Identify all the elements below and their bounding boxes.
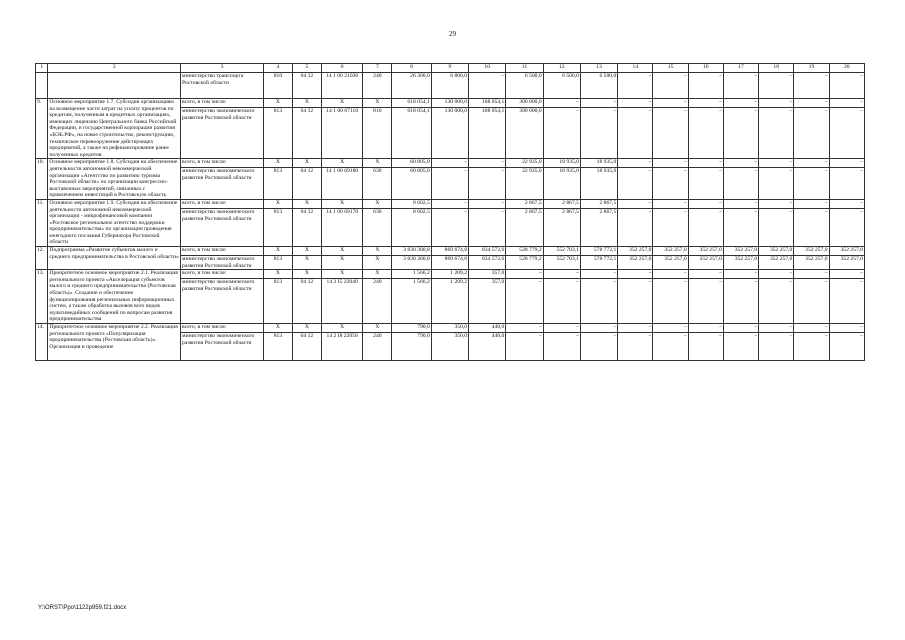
value-cell: 630 xyxy=(363,208,392,246)
header-cell: 5 xyxy=(292,64,321,73)
value-cell: 60 805,0 xyxy=(392,159,431,168)
value-cell: X xyxy=(321,324,362,333)
value-cell: 14 1 00 69170 xyxy=(321,208,362,246)
value-cell: – xyxy=(618,168,653,200)
value-cell: – xyxy=(688,159,723,168)
value-cell: – xyxy=(618,208,653,246)
value-cell: 188 054,1 xyxy=(469,108,506,159)
value-cell: – xyxy=(469,208,506,246)
value-cell: 813 xyxy=(263,256,292,270)
value-cell: – xyxy=(723,208,758,246)
value-cell: 60 805,0 xyxy=(392,168,431,200)
value-cell: 357,0 xyxy=(469,279,506,324)
value-cell: 350,0 xyxy=(431,333,468,361)
value-cell: – xyxy=(829,99,864,108)
value-cell: – xyxy=(794,270,829,279)
value-cell: 6 500,0 xyxy=(543,73,580,99)
executor-cell: министерство экономического развития Ростовской области xyxy=(181,108,264,159)
value-cell: – xyxy=(794,333,829,361)
value-cell: 352 257,0 xyxy=(618,256,653,270)
executor-cell: министерство экономического развития Ростовской области xyxy=(181,168,264,200)
value-cell: X xyxy=(363,99,392,108)
value-cell: – xyxy=(723,159,758,168)
value-cell: – xyxy=(653,208,688,246)
value-cell: – xyxy=(618,270,653,279)
value-cell: – xyxy=(469,199,506,208)
value-cell: – xyxy=(759,333,794,361)
value-cell: 813 xyxy=(263,168,292,200)
value-cell: 630 xyxy=(363,168,392,200)
value-cell: – xyxy=(618,99,653,108)
header-cell: 16 xyxy=(688,64,723,73)
row-name-cell: Подпрограмма «Развитие субъектов малого и среднего предпринимательства в Ростовской области» xyxy=(48,247,181,270)
value-cell: 869 674,8 xyxy=(431,247,468,256)
value-cell: X xyxy=(263,159,292,168)
value-cell: 834 572,6 xyxy=(469,247,506,256)
value-cell: – xyxy=(618,324,653,333)
value-cell: – xyxy=(543,324,580,333)
value-cell: 578 772,1 xyxy=(580,247,617,256)
header-cell: 2 xyxy=(48,64,181,73)
value-cell: – xyxy=(653,99,688,108)
value-cell: 528 779,2 xyxy=(506,256,543,270)
value-cell: – xyxy=(688,333,723,361)
value-cell: – xyxy=(469,168,506,200)
value-cell: 352 257,0 xyxy=(759,256,794,270)
row-name-cell xyxy=(48,73,181,99)
value-cell: – xyxy=(688,199,723,208)
value-cell: – xyxy=(723,199,758,208)
value-cell: – xyxy=(794,99,829,108)
header-cell: 12 xyxy=(543,64,580,73)
header-cell: 11 xyxy=(506,64,543,73)
value-cell: 352 257,0 xyxy=(794,256,829,270)
value-cell: – xyxy=(794,279,829,324)
value-cell: – xyxy=(580,108,617,159)
table-row xyxy=(36,99,865,108)
value-cell: X xyxy=(292,247,321,256)
value-cell: 04 12 xyxy=(292,208,321,246)
header-cell: 19 xyxy=(794,64,829,73)
value-cell: – xyxy=(543,279,580,324)
header-cell: 4 xyxy=(263,64,292,73)
table-row xyxy=(36,159,865,168)
value-cell: – xyxy=(506,279,543,324)
value-cell: 352 257,0 xyxy=(829,256,864,270)
value-cell: – xyxy=(794,73,829,99)
header-cell: 20 xyxy=(829,64,864,73)
value-cell: 2 867,5 xyxy=(543,208,580,246)
row-number-cell: 12. xyxy=(36,247,48,270)
value-cell: – xyxy=(688,324,723,333)
value-cell: – xyxy=(829,333,864,361)
value-cell: – xyxy=(653,168,688,200)
value-cell: – xyxy=(431,199,468,208)
value-cell: 2 867,5 xyxy=(580,208,617,246)
value-cell: – xyxy=(723,279,758,324)
value-cell: 352 257,0 xyxy=(688,256,723,270)
value-cell: – xyxy=(653,270,688,279)
value-cell: 14 1 00 21030 xyxy=(321,73,362,99)
value-cell: – xyxy=(759,199,794,208)
value-cell: – xyxy=(618,333,653,361)
header-cell: 14 xyxy=(618,64,653,73)
value-cell: X xyxy=(321,99,362,108)
value-cell: 352 257,0 xyxy=(759,247,794,256)
value-cell: – xyxy=(543,270,580,279)
value-cell: 552 703,1 xyxy=(543,247,580,256)
value-cell: X xyxy=(263,324,292,333)
value-cell: 14 2 I5 22040 xyxy=(321,279,362,324)
value-cell: – xyxy=(829,73,864,99)
value-cell: 790,0 xyxy=(392,333,431,361)
value-cell: 3 830 300,8 xyxy=(392,247,431,256)
value-cell: 813 xyxy=(263,279,292,324)
value-cell: – xyxy=(829,159,864,168)
value-cell: 2 867,5 xyxy=(543,199,580,208)
budget-table xyxy=(35,63,865,361)
value-cell: – xyxy=(723,108,758,159)
value-cell: – xyxy=(829,208,864,246)
value-cell: 18 935,0 xyxy=(543,159,580,168)
value-cell: 1 209,2 xyxy=(431,279,468,324)
header-cell: 6 xyxy=(321,64,362,73)
value-cell: X xyxy=(321,256,362,270)
value-cell: 440,0 xyxy=(469,333,506,361)
value-cell: 130 000,0 xyxy=(431,108,468,159)
header-cell: 15 xyxy=(653,64,688,73)
value-cell: – xyxy=(618,73,653,99)
value-cell: – xyxy=(759,168,794,200)
value-cell: 18 935,0 xyxy=(580,159,617,168)
row-number-cell: 14. xyxy=(36,324,48,361)
value-cell: 440,0 xyxy=(469,324,506,333)
value-cell: 2 867,5 xyxy=(580,199,617,208)
value-cell: – xyxy=(653,108,688,159)
row-name-cell: Приоритетное основное мероприятие 2.1. Реализация регионального проекта «Акселерация субъектов малого и среднего предпринимательства (Ростовская область)». Создание и обеспечение функционирования региональных информационных систем, а также обработка вызовов всех видов мультимедийных сообщений по вопросам развития предпринимательства xyxy=(48,270,181,324)
value-cell: X xyxy=(363,324,392,333)
value-cell: X xyxy=(263,199,292,208)
value-cell: 834 572,6 xyxy=(469,256,506,270)
value-cell: – xyxy=(723,99,758,108)
value-cell: – xyxy=(653,159,688,168)
value-cell: 240 xyxy=(363,279,392,324)
value-cell: – xyxy=(653,324,688,333)
header-cell: 9 xyxy=(431,64,468,73)
header-cell: 7 xyxy=(363,64,392,73)
value-cell: – xyxy=(794,208,829,246)
value-cell: 578 772,1 xyxy=(580,256,617,270)
header-cell: 17 xyxy=(723,64,758,73)
value-cell: – xyxy=(759,108,794,159)
value-cell: – xyxy=(759,99,794,108)
executor-cell: всего, в том числе: xyxy=(181,199,264,208)
value-cell: X xyxy=(363,199,392,208)
value-cell: X xyxy=(321,199,362,208)
value-cell: 813 xyxy=(263,108,292,159)
value-cell: X xyxy=(321,159,362,168)
value-cell: 618 054,1 xyxy=(392,99,431,108)
value-cell: – xyxy=(829,199,864,208)
value-cell: – xyxy=(618,159,653,168)
value-cell: – xyxy=(653,279,688,324)
value-cell: X xyxy=(321,247,362,256)
value-cell: 22 935,0 xyxy=(506,159,543,168)
value-cell: 240 xyxy=(363,333,392,361)
value-cell: – xyxy=(653,333,688,361)
value-cell: 14 2 I8 22050 xyxy=(321,333,362,361)
value-cell: – xyxy=(688,208,723,246)
executor-cell: министерство экономического развития Ростовской области xyxy=(181,279,264,324)
value-cell: 352 257,0 xyxy=(653,247,688,256)
value-cell: X xyxy=(321,270,362,279)
executor-cell: министерство экономического развития Ростовской области xyxy=(181,256,264,270)
executor-cell: всего, в том числе: xyxy=(181,159,264,168)
row-name-cell: Основное мероприятие 1.9. Субсидия на обеспечение деятельности автономной некоммерческой организации - микрофинансовой компании «Ростовское региональное агентство поддержки предпринимательства» по организации проведения ежегодного послания Губернатора Ростовской области xyxy=(48,199,181,246)
value-cell: 352 257,0 xyxy=(723,247,758,256)
value-cell: – xyxy=(506,270,543,279)
value-cell: – xyxy=(794,199,829,208)
executor-cell: министерство транспорта Ростовской области xyxy=(181,73,264,99)
value-cell: 14 1 00 67110 xyxy=(321,108,362,159)
value-cell: – xyxy=(794,324,829,333)
value-cell: X xyxy=(363,270,392,279)
value-cell: 18 935,0 xyxy=(580,168,617,200)
value-cell: – xyxy=(543,99,580,108)
value-cell: – xyxy=(431,208,468,246)
value-cell: – xyxy=(723,324,758,333)
page-number: 29 xyxy=(449,30,456,38)
header-cell: 3 xyxy=(181,64,264,73)
value-cell: X xyxy=(292,324,321,333)
value-cell: X xyxy=(292,159,321,168)
value-cell: – xyxy=(723,270,758,279)
value-cell: – xyxy=(794,168,829,200)
value-cell: – xyxy=(688,168,723,200)
value-cell: 618 054,1 xyxy=(392,108,431,159)
value-cell: – xyxy=(723,168,758,200)
header-cell: 8 xyxy=(392,64,431,73)
row-name-cell: Основное мероприятие 1.7. Субсидия организациям на возмещение части затрат на уплату процентов по кредитам, полученным в кредитных организациях, имеющих лицензию Центрального банка Российской Федерации, и государственной корпорации развития «ВЭБ.РФ», на новое строительство, реконструкцию, техническое перевооружение действующих предприятий, а также на рефинансирование ранее полученных кредитов xyxy=(48,99,181,159)
row-number-cell: 10. xyxy=(36,159,48,200)
table-row xyxy=(36,270,865,279)
value-cell: X xyxy=(363,159,392,168)
value-cell: 352 257,0 xyxy=(829,247,864,256)
value-cell: – xyxy=(688,279,723,324)
value-cell: 357,0 xyxy=(469,270,506,279)
value-cell: – xyxy=(431,159,468,168)
value-cell: 26 300,0 xyxy=(392,73,431,99)
header-cell: 10 xyxy=(469,64,506,73)
value-cell: – xyxy=(580,270,617,279)
value-cell: 2 867,5 xyxy=(506,208,543,246)
value-cell: 04 12 xyxy=(292,108,321,159)
table-row xyxy=(36,199,865,208)
value-cell: 2 867,5 xyxy=(506,199,543,208)
row-name-cell: Приоритетное основное мероприятие 2.2. Реализация регионального проекта «Популяризация предпринимательства (Ростовская область)». Организация и проведение xyxy=(48,324,181,361)
value-cell: – xyxy=(580,279,617,324)
value-cell: – xyxy=(543,333,580,361)
table-row xyxy=(36,73,865,99)
value-cell: – xyxy=(543,108,580,159)
value-cell: – xyxy=(506,333,543,361)
value-cell: 352 257,0 xyxy=(688,247,723,256)
value-cell: – xyxy=(431,168,468,200)
row-number-cell: 9. xyxy=(36,99,48,159)
value-cell: – xyxy=(829,108,864,159)
value-cell: 8 602,5 xyxy=(392,208,431,246)
value-cell: – xyxy=(723,73,758,99)
value-cell: 04 12 xyxy=(292,333,321,361)
value-cell: 352 257,0 xyxy=(618,247,653,256)
value-cell: – xyxy=(653,199,688,208)
value-cell: X xyxy=(263,247,292,256)
value-cell: 130 000,0 xyxy=(431,99,468,108)
value-cell: 528 779,2 xyxy=(506,247,543,256)
value-cell: 8 602,5 xyxy=(392,199,431,208)
value-cell: 350,0 xyxy=(431,324,468,333)
value-cell: 810 xyxy=(363,108,392,159)
value-cell: X xyxy=(292,199,321,208)
row-number-cell xyxy=(36,73,48,99)
value-cell: X xyxy=(292,99,321,108)
value-cell: 240 xyxy=(363,73,392,99)
value-cell: – xyxy=(759,324,794,333)
value-cell: – xyxy=(759,279,794,324)
file-path-footer: Y:\ORST\Ppo\1122p959.f21.docx xyxy=(38,605,127,611)
value-cell: – xyxy=(506,324,543,333)
value-cell: – xyxy=(469,159,506,168)
header-cell: 1 xyxy=(36,64,48,73)
executor-cell: министерство экономического развития Ростовской области xyxy=(181,333,264,361)
value-cell: 188 054,1 xyxy=(469,99,506,108)
value-cell: – xyxy=(688,73,723,99)
executor-cell: всего, в том числе: xyxy=(181,324,264,333)
value-cell: 1 209,2 xyxy=(431,270,468,279)
value-cell: – xyxy=(469,73,506,99)
header-cell: 13 xyxy=(580,64,617,73)
value-cell: X xyxy=(292,256,321,270)
row-number-cell: 13. xyxy=(36,270,48,324)
value-cell: – xyxy=(580,99,617,108)
value-cell: – xyxy=(618,199,653,208)
value-cell: – xyxy=(653,73,688,99)
value-cell: 352 257,0 xyxy=(653,256,688,270)
executor-cell: министерство экономического развития Ростовской области xyxy=(181,208,264,246)
value-cell: 1 566,2 xyxy=(392,270,431,279)
header-row xyxy=(36,64,865,73)
executor-cell: всего, в том числе: xyxy=(181,99,264,108)
value-cell: 1 566,2 xyxy=(392,279,431,324)
header-cell: 18 xyxy=(759,64,794,73)
value-cell: 300 000,0 xyxy=(506,99,543,108)
value-cell: – xyxy=(759,270,794,279)
value-cell: 04 12 xyxy=(292,73,321,99)
value-cell: – xyxy=(759,159,794,168)
value-cell: 813 xyxy=(263,208,292,246)
executor-cell: всего, в том числе: xyxy=(181,270,264,279)
value-cell: X xyxy=(363,247,392,256)
value-cell: 552 703,1 xyxy=(543,256,580,270)
value-cell: 300 000,0 xyxy=(506,108,543,159)
table-row xyxy=(36,324,865,333)
value-cell: 6 800,0 xyxy=(431,73,468,99)
value-cell: 813 xyxy=(263,333,292,361)
value-cell: – xyxy=(688,108,723,159)
value-cell: X xyxy=(292,270,321,279)
value-cell: – xyxy=(723,333,758,361)
value-cell: 22 935,0 xyxy=(506,168,543,200)
value-cell: – xyxy=(688,99,723,108)
value-cell: – xyxy=(580,324,617,333)
value-cell: 14 1 00 69180 xyxy=(321,168,362,200)
value-cell: 6 500,0 xyxy=(506,73,543,99)
value-cell: 869 674,8 xyxy=(431,256,468,270)
value-cell: – xyxy=(829,324,864,333)
value-cell: 04 12 xyxy=(292,168,321,200)
value-cell: 352 257,0 xyxy=(723,256,758,270)
value-cell: 810 xyxy=(263,73,292,99)
value-cell: – xyxy=(759,208,794,246)
value-cell: – xyxy=(829,279,864,324)
row-name-cell: Основное мероприятие 1.8. Субсидия на обеспечение деятельности автономной некоммерческой организации «Агентство по развитию туризма Ростовской области» по организации конгрессно-выставочных мероприятий, связанных с привлечением инвестиций в Ростовскую область xyxy=(48,159,181,200)
table-row xyxy=(36,247,865,256)
value-cell: – xyxy=(580,333,617,361)
value-cell: X xyxy=(263,99,292,108)
value-cell: – xyxy=(794,108,829,159)
value-cell: X xyxy=(363,256,392,270)
value-cell: 18 935,0 xyxy=(543,168,580,200)
value-cell: – xyxy=(618,108,653,159)
value-cell: – xyxy=(688,270,723,279)
value-cell: – xyxy=(759,73,794,99)
value-cell: – xyxy=(618,279,653,324)
value-cell: – xyxy=(794,159,829,168)
row-number-cell: 11. xyxy=(36,199,48,246)
value-cell: 3 830 300,8 xyxy=(392,256,431,270)
value-cell: 352 257,0 xyxy=(794,247,829,256)
value-cell: 6 500,0 xyxy=(580,73,617,99)
value-cell: X xyxy=(263,270,292,279)
value-cell: – xyxy=(829,168,864,200)
value-cell: 04 12 xyxy=(292,279,321,324)
value-cell: – xyxy=(829,270,864,279)
executor-cell: всего, в том числе: xyxy=(181,247,264,256)
value-cell: 790,0 xyxy=(392,324,431,333)
